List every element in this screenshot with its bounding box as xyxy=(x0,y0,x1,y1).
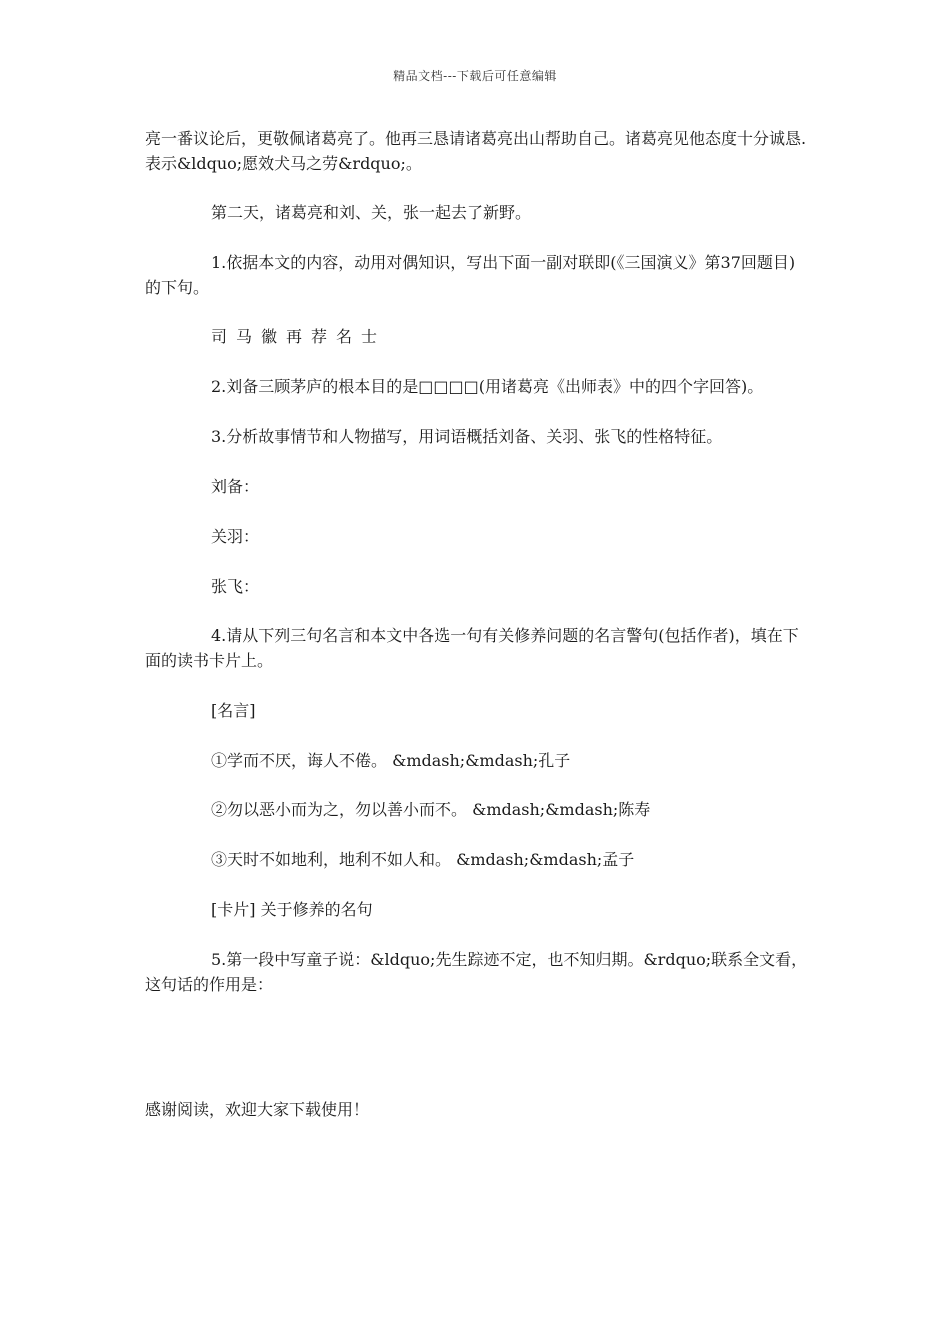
question-3: 3.分析故事情节和人物描写，用词语概括刘备、关羽、张飞的性格特征。 xyxy=(211,427,723,446)
answer-zhang-fei: 张飞： xyxy=(211,577,260,596)
closing-thanks: 感谢阅读，欢迎大家下载使用！ xyxy=(145,1100,370,1119)
page-header: 精品文档---下载后可任意编辑 xyxy=(393,69,557,83)
quote-3: ③天时不如地利，地利不如人和。 &mdash;&mdash;孟子 xyxy=(211,850,635,869)
paragraph-intro: 亮一番议论后，更敬佩诸葛亮了。他再三恳请诸葛亮出山帮助自己。诸葛亮见他态度十分诚恳.表示&ldquo;愿效犬马之劳&rdquo;。 xyxy=(145,129,807,173)
answer-liu-bei: 刘备： xyxy=(211,477,260,496)
quote-2: ②勿以恶小而为之，勿以善小而不。 &mdash;&mdash;陈寿 xyxy=(211,800,651,819)
question-2: 2.刘备三顾茅庐的根本目的是□□□□(用诸葛亮《出师表》中的四个字回答)。 xyxy=(211,377,764,396)
quote-1: ①学而不厌，诲人不倦。 &mdash;&mdash;孔子 xyxy=(211,751,571,770)
card-heading: [卡片] 关于修养的名句 xyxy=(211,900,373,919)
answer-guan-yu: 关羽： xyxy=(211,527,260,546)
couplet-line: 司马徽再荐名士 xyxy=(211,327,387,346)
paragraph-next-day: 第二天，诸葛亮和刘、关，张一起去了新野。 xyxy=(211,203,532,222)
question-4: 4.请从下列三句名言和本文中各选一句有关修养问题的名言警句(包括作者)，填在下面的读书卡片上。 xyxy=(145,626,799,670)
quotes-heading: [名言] xyxy=(211,701,256,720)
question-1: 1.依据本文的内容，动用对偶知识，写出下面一副对联即(《三国演义》第37回题目)的下句。 xyxy=(145,253,796,297)
question-5: 5.第一段中写童子说：&ldquo;先生踪迹不定，也不知归期。&rdquo;联系全文看，这句话的作用是： xyxy=(145,950,808,994)
